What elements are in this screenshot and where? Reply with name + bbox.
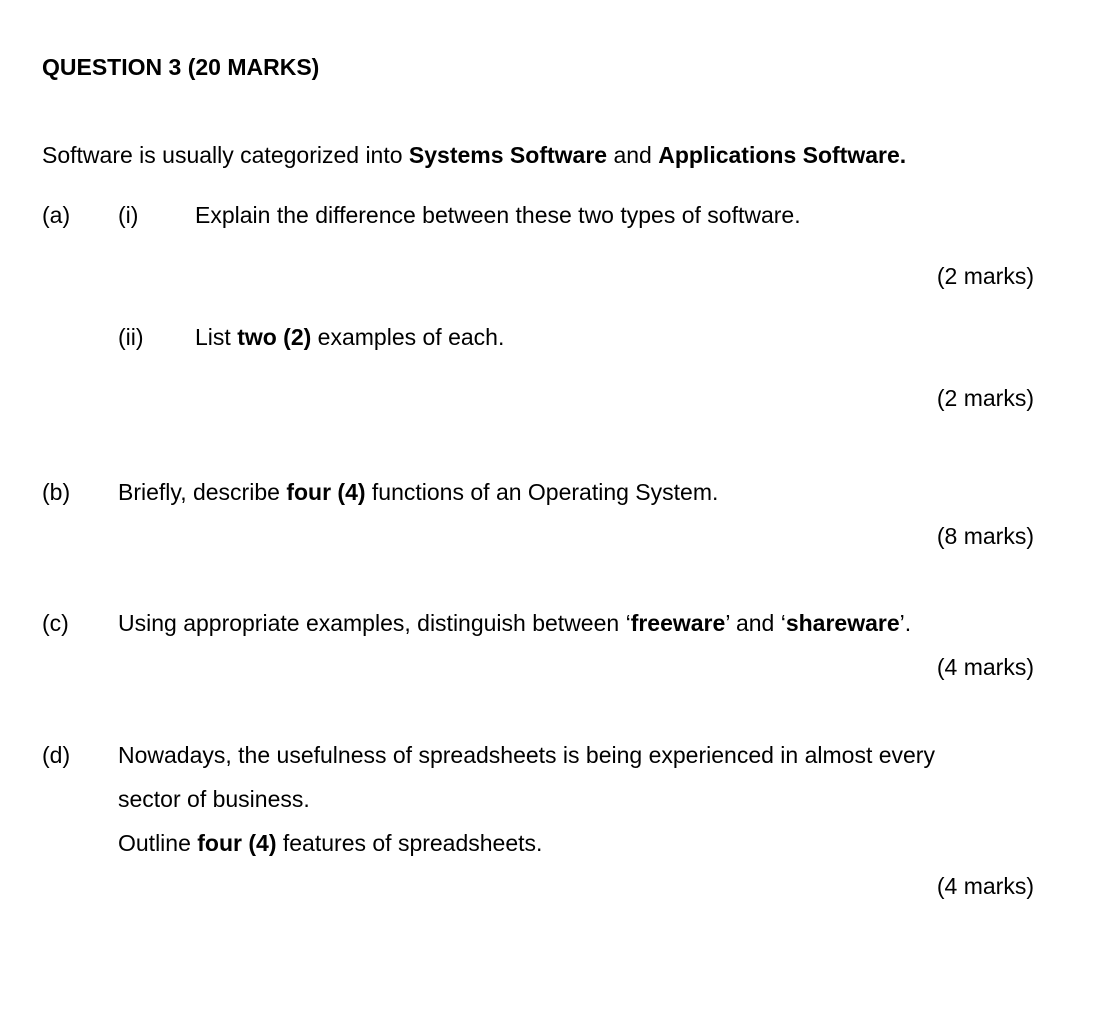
part-d-line-3-text-1: Outline bbox=[118, 830, 198, 856]
part-a-ii-text-1: List bbox=[195, 324, 238, 350]
part-d-line-3-text-2: features of spreadsheets. bbox=[276, 830, 543, 856]
intro-bold-applications: Applications Software. bbox=[658, 142, 907, 168]
part-a-label: (a) bbox=[42, 202, 71, 228]
intro-text-2: and bbox=[607, 142, 659, 168]
part-c-text-1: Using appropriate examples, distinguish between ‘ bbox=[118, 610, 631, 636]
part-d-line-3 bbox=[118, 832, 542, 855]
part-c-bold-freeware: freeware bbox=[630, 610, 726, 636]
intro-text-1: Software is usually categorized into bbox=[42, 142, 409, 168]
part-c-text-3: ’. bbox=[899, 610, 912, 636]
part-d-line-1: Nowadays, the usefulness of spreadsheets is being experienced in almost every bbox=[118, 742, 935, 768]
part-a-ii-text bbox=[195, 326, 504, 349]
part-d-label: (d) bbox=[42, 742, 71, 768]
part-c-label: (c) bbox=[42, 610, 69, 636]
part-c-text-2: ’ and ‘ bbox=[725, 610, 786, 636]
part-a-ii-text-2: examples of each. bbox=[311, 324, 505, 350]
question-title: QUESTION 3 (20 MARKS) bbox=[42, 54, 320, 80]
part-b-bold: four (4) bbox=[286, 479, 366, 505]
part-b-label: (b) bbox=[42, 479, 71, 505]
part-c-bold-shareware: shareware bbox=[785, 610, 900, 636]
part-c-marks: (4 marks) bbox=[936, 654, 1034, 680]
part-b-text bbox=[118, 481, 718, 504]
part-a-ii-marks: (2 marks) bbox=[936, 385, 1034, 411]
part-b-marks: (8 marks) bbox=[936, 523, 1034, 549]
part-b-text-1: Briefly, describe bbox=[118, 479, 287, 505]
part-a-ii-bold: two (2) bbox=[237, 324, 312, 350]
part-a-i-text: Explain the difference between these two types of software. bbox=[195, 202, 801, 228]
part-a-ii-label: (ii) bbox=[118, 324, 144, 350]
part-c-text bbox=[118, 612, 911, 635]
intro-bold-systems: Systems Software bbox=[408, 142, 608, 168]
part-d-line-2: sector of business. bbox=[118, 786, 310, 812]
part-d-marks: (4 marks) bbox=[936, 873, 1034, 899]
part-a-i-label: (i) bbox=[118, 202, 139, 228]
part-b-text-2: functions of an Operating System. bbox=[365, 479, 719, 505]
part-d-line-3-bold: four (4) bbox=[197, 830, 277, 856]
part-a-i-marks: (2 marks) bbox=[936, 263, 1034, 289]
question-intro bbox=[42, 144, 906, 167]
